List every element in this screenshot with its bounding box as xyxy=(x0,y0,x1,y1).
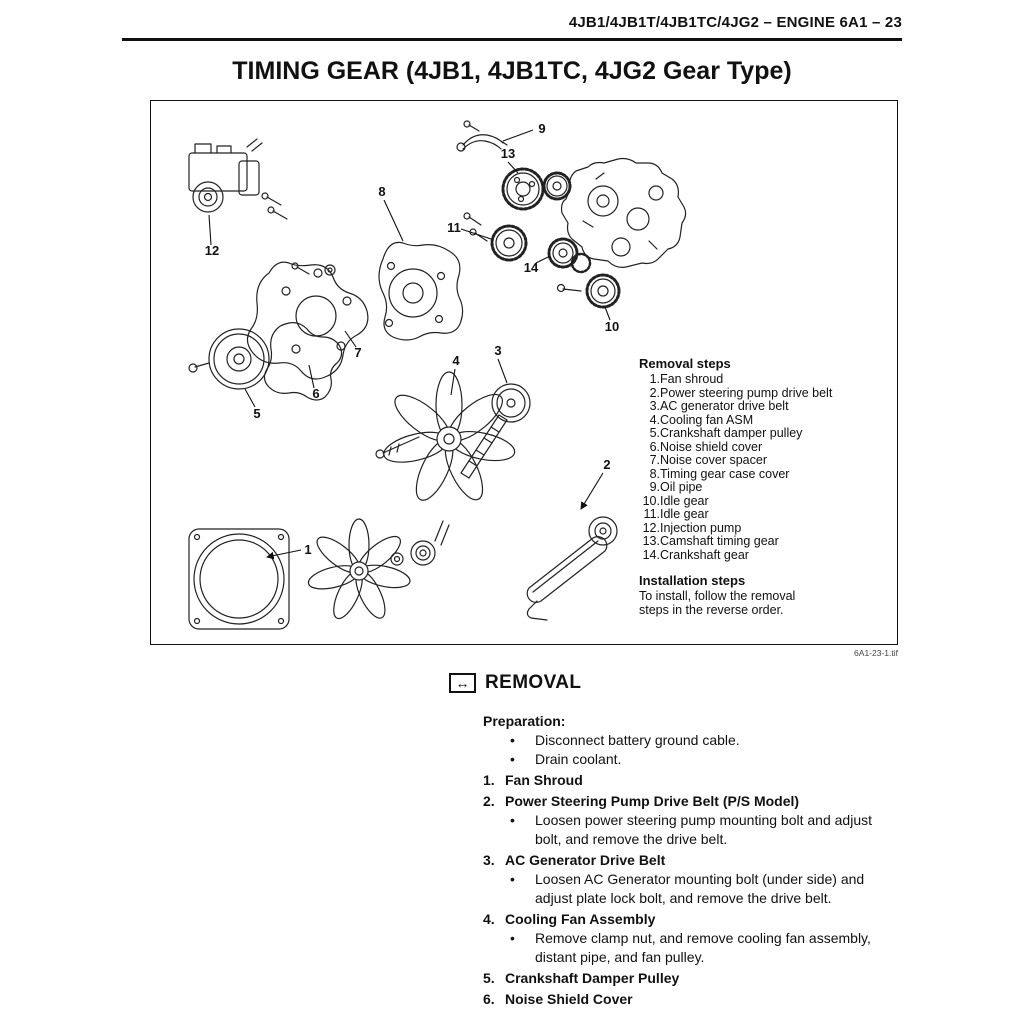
step-title: Crankshaft Damper Pulley xyxy=(505,970,680,986)
bullet-icon: • xyxy=(510,930,515,946)
engine-front-view-illustration xyxy=(562,159,686,268)
removal-steps-title: Removal steps xyxy=(639,356,731,371)
callout-7: 7 xyxy=(354,345,362,360)
step-number: 4. xyxy=(649,412,660,427)
step-label: AC generator drive belt xyxy=(660,399,789,413)
step-number: 11. xyxy=(643,507,660,521)
step-instruction: Loosen power steering pump mounting bolt and adjust bolt, and remove the drive belt. xyxy=(535,812,872,847)
step-label: Noise shield cover xyxy=(660,439,763,454)
step-label: Crankshaft damper pulley xyxy=(660,426,803,440)
installation-steps-text: To install, follow the removal steps in the reverse order. xyxy=(639,589,796,617)
step-number: 7. xyxy=(649,453,660,467)
step-instruction: Remove clamp nut, and remove cooling fan assembly, distant pipe, and fan pulley. xyxy=(535,930,871,965)
list-item xyxy=(639,508,844,522)
idle-gear-upper-illustration xyxy=(464,213,526,260)
removal-steps-block xyxy=(639,356,844,617)
step-number: 2. xyxy=(483,793,495,809)
list-item xyxy=(639,522,844,536)
step-number: 4. xyxy=(483,911,495,927)
installation-steps-title: Installation steps xyxy=(639,573,746,588)
step-label: Cooling fan ASM xyxy=(660,412,754,427)
removal-section-heading xyxy=(449,672,581,694)
preparation-label: Preparation: xyxy=(483,713,566,729)
procedure-step xyxy=(483,792,903,811)
list-item xyxy=(639,441,844,455)
step-number: 6. xyxy=(649,439,660,454)
power-steering-pump-illustration xyxy=(527,517,617,620)
list-item xyxy=(483,870,903,908)
callout-3: 3 xyxy=(494,343,502,358)
list-item xyxy=(639,549,844,563)
figure-box xyxy=(150,100,898,645)
callout-13: 13 xyxy=(500,146,516,161)
list-item xyxy=(639,535,844,549)
step-instruction: Loosen AC Generator mounting bolt (under side) and adjust plate lock bolt, and remove the drive belt. xyxy=(535,871,865,906)
step-label: Timing gear case cover xyxy=(660,466,790,481)
list-item xyxy=(483,731,903,750)
step-title: Fan Shroud xyxy=(505,772,583,788)
figure-reference: 6A1-23-1.tif xyxy=(854,648,898,658)
camshaft-timing-gear-illustration xyxy=(503,169,543,209)
procedure-step xyxy=(483,990,903,1009)
callout-6: 6 xyxy=(312,386,320,401)
bullet-icon: • xyxy=(510,871,515,887)
callout-2: 2 xyxy=(603,457,611,472)
step-number: 5. xyxy=(649,426,660,440)
step-number: 3. xyxy=(483,852,495,868)
list-item xyxy=(639,468,844,482)
step-label: Idle gear xyxy=(660,507,709,521)
ac-generator-belt-illustration xyxy=(461,384,530,478)
list-item xyxy=(639,454,844,468)
callout-14: 14 xyxy=(523,260,539,275)
step-label: Fan shroud xyxy=(660,372,724,386)
step-label: Power steering pump drive belt xyxy=(660,385,833,400)
step-label: Camshaft timing gear xyxy=(660,534,779,548)
step-number: 1. xyxy=(483,772,495,788)
procedure-step xyxy=(483,851,903,870)
step-number: 8. xyxy=(649,466,660,481)
fan-shroud-illustration xyxy=(189,529,289,629)
step-number: 6. xyxy=(483,991,495,1007)
step-label: Noise cover spacer xyxy=(660,453,767,467)
left-right-arrow-icon: ↔ xyxy=(449,673,476,693)
step-number: 14. xyxy=(642,547,660,562)
step-number: 5. xyxy=(483,970,495,986)
list-item xyxy=(639,427,844,441)
bullet-icon: • xyxy=(510,812,515,828)
removal-heading-text: REMOVAL xyxy=(485,672,582,693)
crankshaft-gear-illustration xyxy=(549,239,590,272)
callout-9: 9 xyxy=(538,121,546,136)
callout-1: 1 xyxy=(304,542,312,557)
list-item xyxy=(639,400,844,414)
procedure-step xyxy=(483,969,903,988)
bullet-icon: • xyxy=(510,751,515,767)
gear-illustration xyxy=(544,173,570,199)
callout-4: 4 xyxy=(452,353,460,368)
step-number: 9. xyxy=(649,480,660,494)
step-number: 1. xyxy=(649,372,660,386)
fan-pulley-illustration xyxy=(306,519,449,622)
callout-12: 12 xyxy=(204,243,220,258)
step-title: Noise Shield Cover xyxy=(505,991,633,1007)
list-item xyxy=(483,750,903,769)
step-number: 12. xyxy=(642,520,660,535)
step-label: Crankshaft gear xyxy=(660,547,749,562)
callout-10: 10 xyxy=(604,319,620,334)
page-title: TIMING GEAR (4JB1, 4JB1TC, 4JG2 Gear Type) xyxy=(232,57,792,85)
callout-8: 8 xyxy=(378,184,386,199)
header-text: 4JB1/4JB1T/4JB1TC/4JG2 – ENGINE 6A1 – 23 xyxy=(568,14,902,31)
list-item xyxy=(483,811,903,849)
step-title: Cooling Fan Assembly xyxy=(505,911,656,927)
removal-section-body xyxy=(483,712,903,1009)
injection-pump-illustration xyxy=(189,139,262,212)
timing-gear-case-cover-illustration xyxy=(379,242,463,340)
page-header xyxy=(122,14,902,41)
list-item xyxy=(639,495,844,509)
step-number: 10. xyxy=(642,493,660,508)
step-number: 3. xyxy=(649,399,660,413)
bullet-icon: • xyxy=(510,732,515,748)
callout-leaders xyxy=(209,130,610,557)
step-label: Injection pump xyxy=(660,520,742,535)
noise-shield-cover-illustration xyxy=(264,323,341,400)
step-label: Idle gear xyxy=(660,493,709,508)
procedure-step xyxy=(483,771,903,790)
list-item xyxy=(639,373,844,387)
noise-cover-spacer-illustration xyxy=(247,262,367,379)
procedure-step xyxy=(483,910,903,929)
idle-gear-lower-illustration xyxy=(558,275,620,307)
list-item xyxy=(639,387,844,401)
preparation-item: Drain coolant. xyxy=(535,751,622,767)
preparation-item: Disconnect battery ground cable. xyxy=(535,732,740,748)
step-title: AC Generator Drive Belt xyxy=(505,852,666,868)
step-label: Oil pipe xyxy=(660,480,703,494)
list-item xyxy=(639,414,844,428)
oil-pipe-illustration xyxy=(457,121,507,151)
callout-11: 11 xyxy=(447,220,461,235)
removal-steps-list xyxy=(639,373,844,562)
step-number: 2. xyxy=(649,385,660,400)
step-title: Power Steering Pump Drive Belt (P/S Model) xyxy=(505,793,800,809)
callout-5: 5 xyxy=(253,406,261,421)
bolt-icon xyxy=(262,193,287,219)
crankshaft-damper-pulley-illustration xyxy=(189,329,269,389)
list-item xyxy=(483,929,903,967)
list-item xyxy=(639,481,844,495)
step-number: 13. xyxy=(642,534,660,548)
